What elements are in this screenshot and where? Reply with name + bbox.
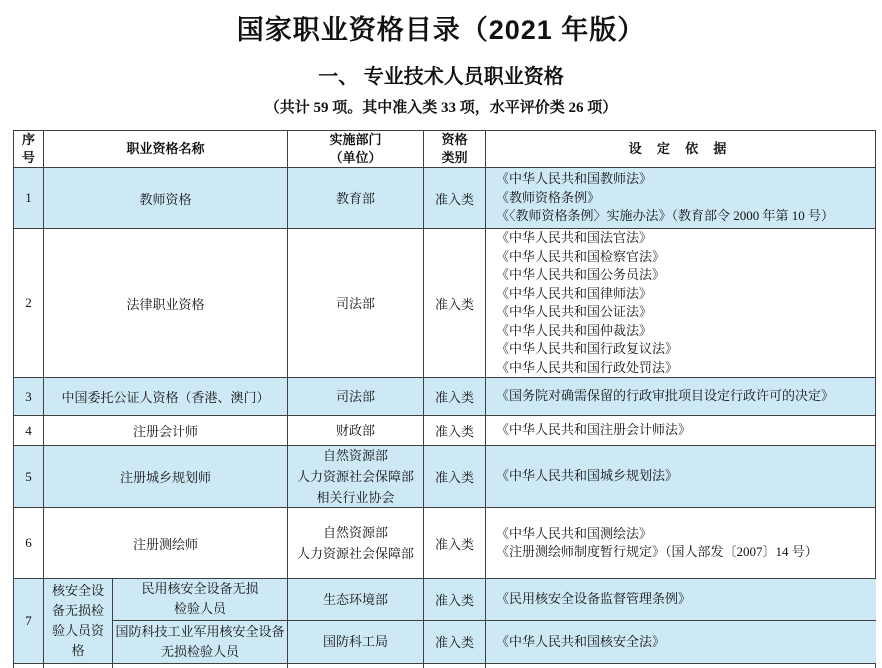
cell-line: 《民用核安全设备监督管理条例》 [496,591,692,606]
table-row [14,229,876,378]
sub-row [113,621,876,663]
table-row [14,416,876,446]
cell-name [113,579,288,620]
cell-line: 自然资源部 [322,525,388,540]
cell-line: 准入类 [434,536,474,552]
cell-line: 注册城乡规划师 [119,470,211,485]
cell-line: 《中华人民共和国核安全法》 [496,633,666,649]
cell-department [288,664,424,668]
cell-basis [486,664,876,668]
cell-category [424,416,486,445]
cell-department [288,579,424,620]
cell-index [14,446,44,507]
cell-index [14,416,44,445]
cell-line: 准入类 [434,191,474,207]
cell-name [44,229,288,377]
cell-line: 《中华人民共和国行政复议法》 [496,341,679,356]
cell-line: 《〈教师资格条例〉实施办法》（教育部令 2000 年第 10 号） [496,208,835,224]
cell-name [113,664,288,668]
cell-index [14,229,44,377]
page-title: 国家职业资格目录（2021 年版） [236,15,646,45]
cell-line: 《中华人民共和国律师法》 [496,285,653,301]
cell-line: 准入类 [434,470,474,485]
cell-line: 司法部 [335,389,375,404]
cell-line: 《教师资格条例》 [496,189,601,205]
header-category [424,131,486,167]
cell-name [44,446,288,507]
cell-line: 《国务院对确需保留的行政审批项目设定行政许可的决定》 [496,388,835,404]
cell-index [14,508,44,578]
sub-rows [113,579,876,663]
cell-line: 准入类 [434,424,474,439]
cell-department [288,446,424,507]
cell-group-name [44,664,113,668]
cell-line: 《注册测绘师制度暂行规定》（国人部发〔2007〕14 号） [496,544,818,559]
cell-line: 《中华人民共和国注册会计师法》 [496,422,692,438]
cell-line: 准入类 [434,592,474,608]
cell-line: 准入类 [434,635,474,651]
cell-line: 人力资源社会保障部 [296,546,414,561]
cell-index [14,378,44,415]
cell-line: 中国委托公证人资格（香港、澳门） [61,390,270,405]
table-row-grouped [14,579,876,664]
cell-category [424,446,486,507]
header-name [44,131,288,167]
section-title: 一、 专业技术人员职业资格 [318,66,564,88]
cell-category [424,229,486,377]
cell-group-name [44,579,113,663]
cell-line: 《中华人民共和国检察官法》 [496,248,666,264]
cell-line: 7 [25,613,32,628]
table-row [14,168,876,229]
table-row [14,508,876,579]
cell-line: 国防科技工业军用核安全设备 [115,623,285,639]
cell-line: 《中华人民共和国教师法》 [496,171,653,187]
cell-line: 国防科工局 [322,634,388,650]
header-line: 职业资格名称 [126,141,205,156]
cell-line: 人力资源社会保障部 [296,469,414,484]
cell-line: 法律职业资格 [126,296,205,312]
header-line: 实施部门 [329,132,382,147]
cell-basis [486,579,876,620]
cell-line: 相关行业协会 [316,490,395,505]
cell-name [44,168,288,228]
cell-index [14,168,44,228]
cell-category [424,508,486,578]
cell-index [14,664,44,668]
cell-category [424,168,486,228]
cell-category [424,378,486,415]
header-line: 设 定 依 据 [628,141,733,156]
cell-department [288,621,424,663]
cell-line: 准入类 [434,390,474,405]
cell-line: 《中华人民共和国公证法》 [496,304,653,319]
header-index [14,131,44,167]
cell-line: 注册测绘师 [132,536,198,552]
table-row-clipped [14,664,876,668]
cell-line: 民用核安全设备无损 [141,581,259,597]
cell-basis [486,416,876,445]
cell-line: 教育部 [335,190,375,206]
cell-basis [486,508,876,578]
cell-category [424,621,486,663]
cell-line: 核安全设备无损检验人员资格 [52,583,105,658]
cell-basis [486,168,876,228]
cell-basis [486,229,876,377]
cell-department [288,229,424,377]
cell-line: 无损检验人员 [160,643,239,659]
cell-category [424,664,486,668]
cell-index [14,579,44,663]
cell-name [113,621,288,663]
cell-line: 4 [25,422,32,438]
cell-line: 《中华人民共和国城乡规划法》 [496,468,679,484]
cell-line: 检验人员 [173,601,226,617]
cell-basis [486,621,876,663]
cell-line: 生态环境部 [322,591,388,607]
cell-line: 《中华人民共和国公务员法》 [496,267,666,282]
cell-line: 6 [25,535,32,550]
cell-department [288,168,424,228]
qualification-table [13,130,876,668]
cell-line: 《中华人民共和国测绘法》 [496,525,653,541]
cell-line: 3 [25,388,32,404]
cell-name [44,508,288,578]
header-line: 号 [21,150,35,165]
cell-department [288,378,424,415]
table-row [14,378,876,416]
section-note: （共计 59 项。其中准入类 33 项，水平评价类 26 项） [264,100,618,116]
header-line: 类别 [441,150,468,165]
cell-line: 5 [25,468,32,484]
cell-department [288,508,424,578]
cell-line: 财政部 [335,423,375,438]
cell-line: 准入类 [434,296,474,312]
header-line: （单位） [329,150,382,165]
cell-basis [486,446,876,507]
cell-line: 2 [25,295,32,310]
table-header-row [14,131,876,168]
cell-name [44,416,288,445]
cell-line: 《中华人民共和国仲裁法》 [496,322,653,338]
cell-department [288,416,424,445]
cell-line: 《中华人民共和国行政处罚法》 [496,359,679,375]
table-row [14,446,876,508]
cell-line: 自然资源部 [322,448,388,463]
cell-line: 《中华人民共和国法官法》 [496,230,653,245]
header-line: 资格 [441,132,468,147]
cell-line: 1 [25,190,32,205]
cell-category [424,579,486,620]
cell-line: 教师资格 [139,191,192,207]
cell-name [44,378,288,415]
sub-row [113,579,876,621]
cell-basis [486,378,876,415]
header-line: 序 [21,132,35,147]
cell-line: 司法部 [335,295,375,311]
cell-line: 注册会计师 [132,424,198,439]
header-department [288,131,424,167]
header-basis [486,131,876,167]
